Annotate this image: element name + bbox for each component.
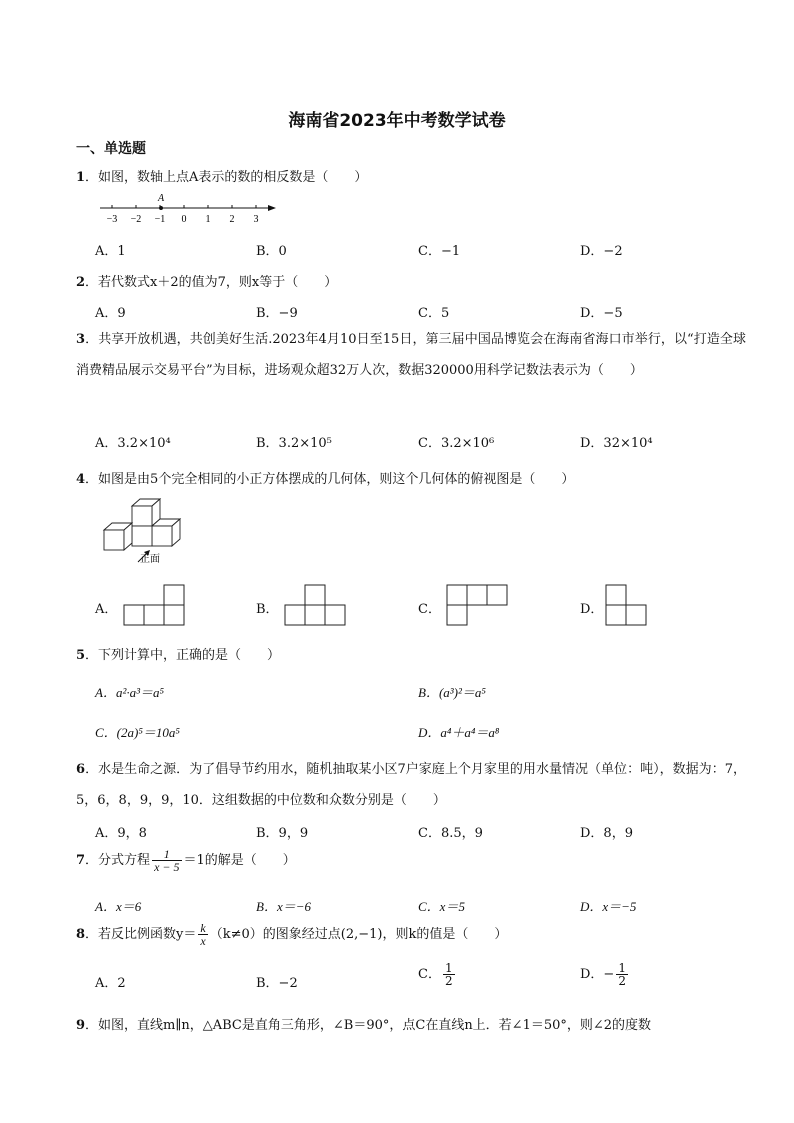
q5-option-d[interactable]: D．a⁴＋a⁴＝a⁸ [418, 725, 500, 740]
question-6 [76, 754, 746, 816]
q2-option-c[interactable]: C．5 [418, 306, 450, 321]
function-fraction: $\frac{k}{x}$ [200, 921, 206, 948]
axis-tick-label: −2 [130, 214, 142, 225]
equation-fraction: $\frac{1}{x - 5}$ [154, 847, 180, 874]
q6-option-b[interactable]: B．9，9 [256, 826, 309, 841]
q4-option-a-figure[interactable] [124, 584, 186, 626]
axis-tick-label: 3 [253, 214, 259, 225]
q1-option-a[interactable]: A．1 [95, 244, 126, 259]
axis-tick-label: 1 [205, 214, 211, 225]
q4-option-d-figure[interactable] [606, 584, 668, 626]
q6-option-a[interactable]: A．9，8 [95, 826, 147, 841]
question-number: 3 [76, 332, 86, 347]
q5-option-b[interactable]: B．(a³)²＝a⁵ [418, 685, 486, 700]
q2-option-b[interactable]: B．−9 [256, 306, 298, 321]
question-number: 9 [76, 1018, 86, 1033]
question-text: ．下列计算中，正确的是（ ） [85, 648, 281, 663]
question-number: 7 [76, 853, 86, 868]
question-4 [76, 468, 574, 487]
question-number: 4 [76, 472, 86, 487]
question-7 [76, 848, 296, 873]
q3-option-c[interactable]: C．3.2×10⁶ [418, 436, 495, 451]
axis-tick-label: 2 [229, 214, 235, 225]
half-fraction: $\frac{1}{2}$ [618, 961, 626, 988]
q4-option-a[interactable]: A． [95, 602, 118, 617]
q5-option-a[interactable]: A．a²·a³＝a⁵ [95, 685, 165, 700]
q6-option-c[interactable]: C．8.5，9 [418, 826, 483, 841]
q1-option-b[interactable]: B．0 [256, 244, 287, 259]
question-number: 8 [76, 927, 86, 942]
question-text: ．水是生命之源．为了倡导节约用水，随机抽取某小区7户家庭上个月家里的用水量情况（单位：吨），数据为：7，5，6，8，9，9，10．这组数据的中位数和众数分别是（ ） [76, 762, 746, 808]
question-text: ．如图，直线m∥n，△ABC是直角三角形，∠B＝90°，点C在直线n上．若∠1＝50°，则∠2的度数 [85, 1018, 652, 1033]
question-number: 6 [76, 762, 86, 777]
axis-tick-label: −3 [106, 214, 118, 225]
question-text: ．若代数式x＋2的值为7，则x等于（ ） [85, 275, 338, 290]
q7-option-b[interactable]: B．x＝−6 [256, 899, 311, 914]
q3-option-a[interactable]: A．3.2×10⁴ [95, 436, 171, 451]
q4-option-c[interactable]: C． [418, 602, 441, 617]
question-5 [76, 644, 280, 663]
question-text: ＝1的解是（ ） [183, 853, 296, 868]
section-heading: 一、单选题 [76, 141, 146, 157]
q8-option-b[interactable]: B．−2 [256, 976, 298, 991]
question-number: 5 [76, 648, 86, 663]
question-text: （k≠0）的图象经过点(2,−1)，则k的值是（ ） [209, 927, 508, 942]
question-number: 1 [76, 170, 86, 185]
question-9 [76, 1014, 651, 1033]
question-text: ．如图是由5个完全相同的小正方体摆成的几何体，则这个几何体的俯视图是（ ） [85, 472, 575, 487]
question-8 [76, 922, 507, 947]
q3-option-d[interactable]: D．32×10⁴ [580, 436, 653, 451]
half-fraction: $\frac{1}{2}$ [444, 961, 453, 988]
front-view-label: 正面 [140, 554, 160, 565]
question-text: ．如图，数轴上点A表示的数的相反数是（ ） [85, 170, 368, 185]
question-1 [76, 166, 367, 185]
question-number: 2 [76, 275, 86, 290]
q4-option-d[interactable]: D． [580, 602, 604, 617]
q2-option-a[interactable]: A．9 [95, 306, 126, 321]
q1-option-d[interactable]: D．−2 [580, 244, 623, 259]
question-text: ．分式方程 [85, 853, 151, 868]
q8-option-a[interactable]: A．2 [95, 976, 126, 991]
q1-option-c[interactable]: C．−1 [418, 244, 461, 259]
q7-option-c[interactable]: C．x＝5 [418, 899, 465, 914]
q4-option-c-figure[interactable] [447, 584, 509, 626]
question-2 [76, 271, 337, 290]
question-3 [76, 324, 746, 386]
q5-option-c[interactable]: C．(2a)⁵＝10a⁵ [95, 725, 180, 740]
axis-tick-label: 0 [181, 214, 187, 225]
number-line-figure [100, 192, 280, 226]
q7-option-d[interactable]: D．x＝−5 [580, 899, 637, 914]
q4-option-b[interactable]: B． [256, 602, 279, 617]
cube-solid-figure [100, 496, 190, 566]
page-title: 海南省2023年中考数学试卷 [288, 111, 506, 131]
q4-option-b-figure[interactable] [285, 584, 347, 626]
q8-option-c[interactable]: C． $\frac{1}{2}$ [418, 961, 453, 988]
q2-option-d[interactable]: D．−5 [580, 306, 623, 321]
question-text: ．若反比例函数y＝ [85, 927, 197, 942]
q6-option-d[interactable]: D．8，9 [580, 826, 633, 841]
q3-option-b[interactable]: B．3.2×10⁵ [256, 436, 332, 451]
axis-tick-label: −1 [154, 214, 166, 225]
point-a-label: A [158, 193, 165, 204]
question-text: ．共享开放机遇，共创美好生活.2023年4月10日至15日，第三届中国品博览会在海南省海口市举行，以“打造全球消费精品展示交易平台”为目标，进场观众超32万人次，数据320000用科学记数法表示为（ ） [76, 332, 746, 378]
q7-option-a[interactable]: A．x＝6 [95, 899, 142, 914]
q8-option-d[interactable]: D．− $\frac{1}{2}$ [580, 961, 626, 988]
